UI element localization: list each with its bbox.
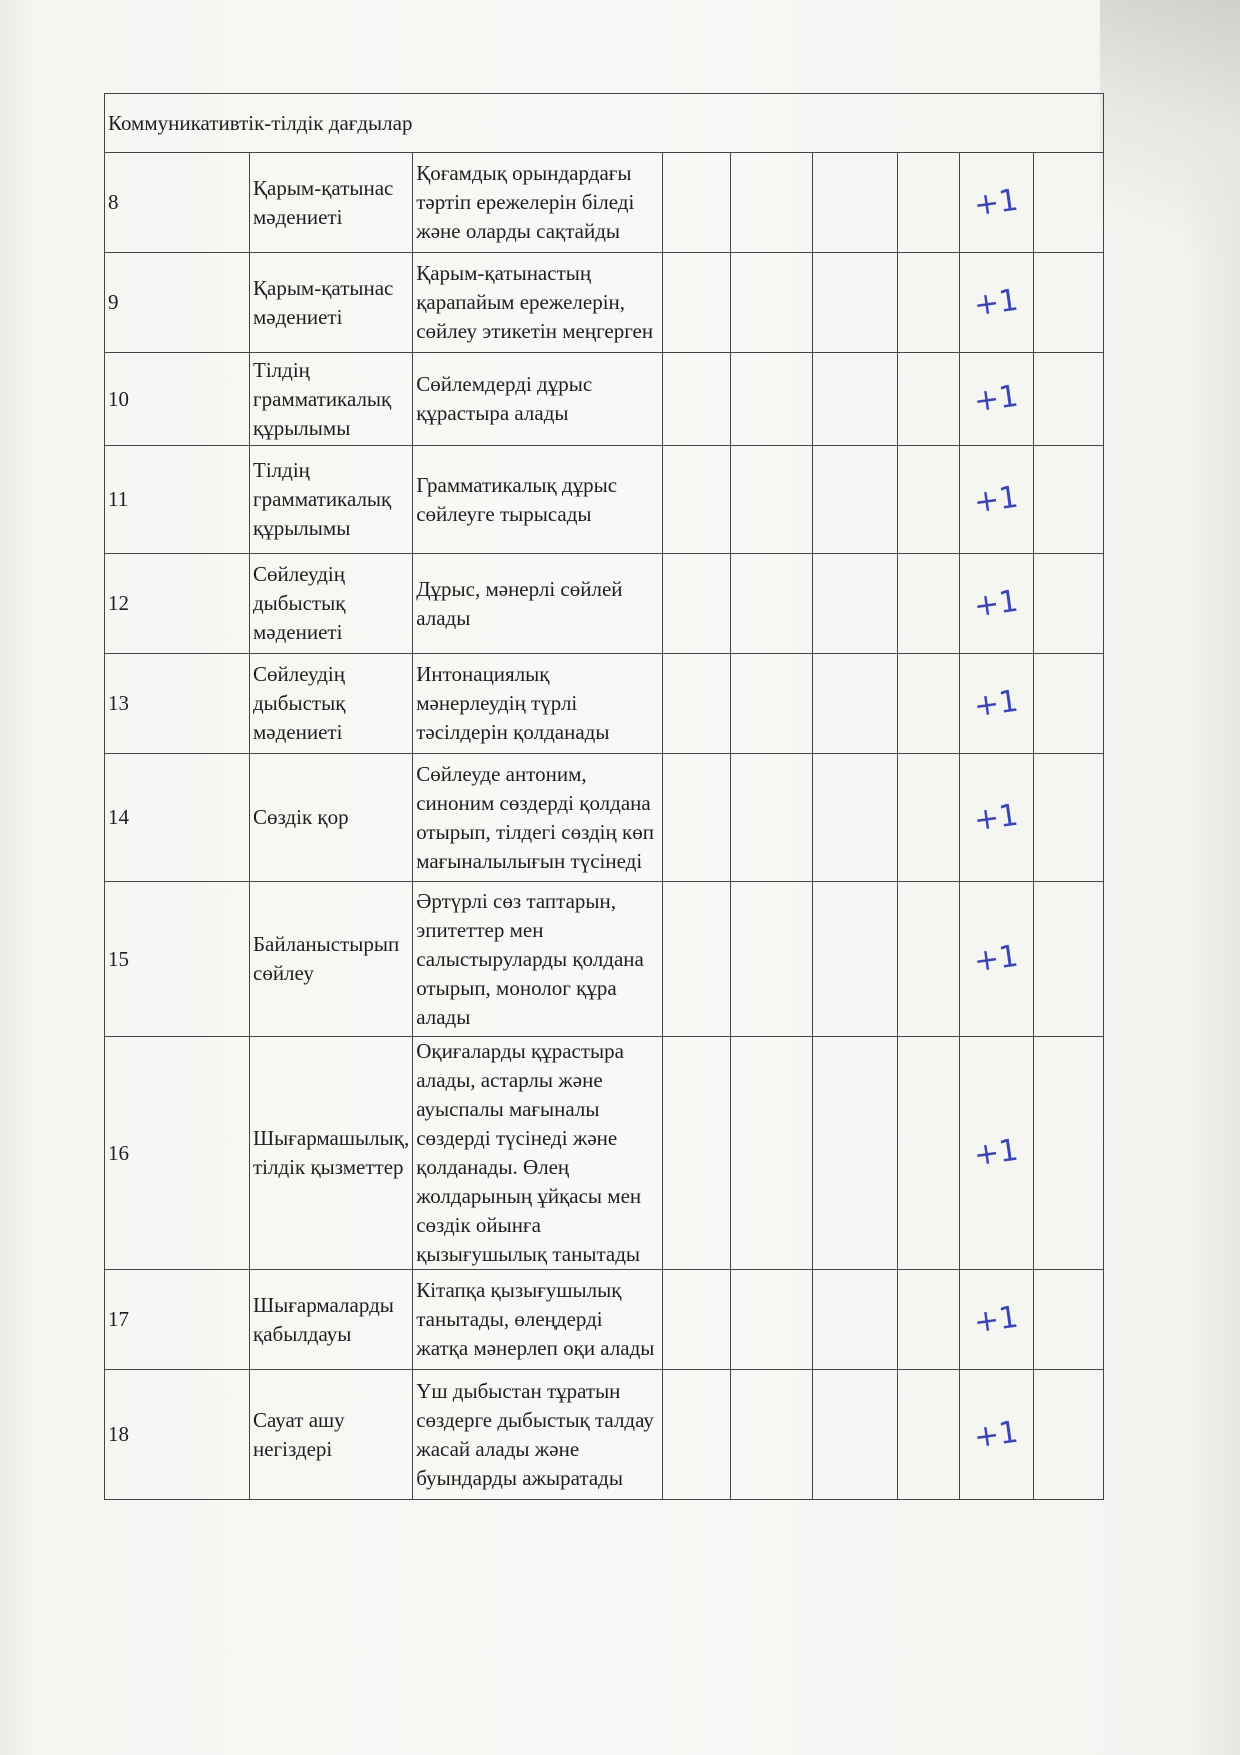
score-cell — [663, 882, 731, 1037]
handwritten-mark: +1 — [971, 1132, 1021, 1174]
score-cell — [1034, 1370, 1104, 1500]
handwritten-mark: +1 — [971, 683, 1021, 724]
score-cell — [1034, 1037, 1104, 1270]
score-cell — [960, 446, 1034, 554]
row-number: 11 — [105, 446, 250, 554]
score-cell — [813, 654, 898, 754]
table-row — [105, 1270, 1104, 1370]
score-cell — [731, 1370, 813, 1500]
score-cell — [1034, 554, 1104, 654]
row-number: 14 — [105, 754, 250, 882]
section-title: Коммуникативтік-тілдік дағдылар — [105, 94, 1104, 153]
score-cell — [960, 654, 1034, 754]
score-cell — [1034, 153, 1104, 253]
score-cell — [731, 446, 813, 554]
table-row — [105, 353, 1104, 446]
skill-area: Сауат ашу негіздері — [250, 1370, 413, 1500]
score-cell — [663, 1270, 731, 1370]
table-row — [105, 654, 1104, 754]
handwritten-mark: +1 — [971, 938, 1021, 980]
score-cell — [731, 353, 813, 446]
skill-area: Қарым-қатынас мәдениеті — [250, 153, 413, 253]
table-row — [105, 446, 1104, 554]
score-cell — [663, 253, 731, 353]
score-cell — [731, 554, 813, 654]
score-cell — [813, 1037, 898, 1270]
score-cell — [731, 1270, 813, 1370]
score-cell — [663, 554, 731, 654]
skill-area: Қарым-қатынас мәдениеті — [250, 253, 413, 353]
section-header-row — [105, 94, 1104, 153]
score-cell — [663, 754, 731, 882]
handwritten-mark: +1 — [971, 1299, 1021, 1340]
score-cell — [1034, 754, 1104, 882]
score-cell — [813, 353, 898, 446]
score-cell — [898, 1270, 960, 1370]
skill-description: Дұрыс, мәнерлі сөйлей алады — [413, 554, 663, 654]
score-cell — [960, 754, 1034, 882]
score-cell — [1034, 654, 1104, 754]
skill-description: Кітапқа қызығушылық танытады, өлеңдерді жатқа мәнерлеп оқи алады — [413, 1270, 663, 1370]
score-cell — [663, 353, 731, 446]
table-row — [105, 882, 1104, 1037]
score-cell — [1034, 1270, 1104, 1370]
row-number: 9 — [105, 253, 250, 353]
table-row — [105, 1037, 1104, 1270]
score-cell — [813, 1270, 898, 1370]
handwritten-mark: +1 — [971, 479, 1021, 520]
skill-description: Сөйлемдерді дұрыс құрастыра алады — [413, 353, 663, 446]
score-cell — [898, 1037, 960, 1270]
skill-description: Әртүрлі сөз таптарын, эпитеттер мен салыстыруларды қолдана отырып, монолог құра алады — [413, 882, 663, 1037]
score-cell — [960, 554, 1034, 654]
table-row — [105, 554, 1104, 654]
skill-description: Сөйлеуде антоним, синоним сөздерді қолдана отырып, тілдегі сөздің көп мағыналылығын түсінеді — [413, 754, 663, 882]
score-cell — [960, 1270, 1034, 1370]
score-cell — [813, 253, 898, 353]
score-cell — [1034, 882, 1104, 1037]
handwritten-mark: +1 — [971, 282, 1021, 323]
skill-area: Шығармаларды қабылдауы — [250, 1270, 413, 1370]
score-cell — [898, 754, 960, 882]
assessment-table — [104, 93, 1104, 1500]
score-cell — [663, 153, 731, 253]
score-cell — [898, 153, 960, 253]
skill-area: Байланыстырып сөйлеу — [250, 882, 413, 1037]
row-number: 12 — [105, 554, 250, 654]
score-cell — [960, 353, 1034, 446]
row-number: 18 — [105, 1370, 250, 1500]
row-number: 10 — [105, 353, 250, 446]
skill-description: Оқиғаларды құрастыра алады, астарлы және ауыспалы мағыналы сөздерді түсінеді және қолданады. Өлең жолдарының ұйқасы мен сөздік ойынға қызығушылық танытады — [413, 1037, 663, 1270]
score-cell — [898, 353, 960, 446]
skill-area: Шығармашылық, тілдік қызметтер — [250, 1037, 413, 1270]
score-cell — [813, 1370, 898, 1500]
score-cell — [898, 1370, 960, 1500]
score-cell — [731, 754, 813, 882]
table-row — [105, 153, 1104, 253]
table-row — [105, 754, 1104, 882]
score-cell — [813, 754, 898, 882]
row-number: 16 — [105, 1037, 250, 1270]
row-number: 15 — [105, 882, 250, 1037]
skill-area: Тілдің грамматикалық құрылымы — [250, 446, 413, 554]
score-cell — [813, 882, 898, 1037]
handwritten-mark: +1 — [971, 797, 1021, 838]
score-cell — [731, 882, 813, 1037]
skill-description: Қоғамдық орындардағы тәртіп ережелерін біледі және оларды сақтайды — [413, 153, 663, 253]
handwritten-mark: +1 — [971, 182, 1021, 223]
score-cell — [960, 253, 1034, 353]
score-cell — [663, 654, 731, 754]
row-number: 13 — [105, 654, 250, 754]
skill-area: Сөздік қор — [250, 754, 413, 882]
skill-description: Қарым-қатынастың қарапайым ережелерін, сөйлеу этикетін меңгерген — [413, 253, 663, 353]
score-cell — [960, 153, 1034, 253]
score-cell — [663, 446, 731, 554]
score-cell — [731, 153, 813, 253]
score-cell — [960, 882, 1034, 1037]
score-cell — [663, 1037, 731, 1270]
score-cell — [898, 446, 960, 554]
skill-description: Интонациялық мәнерлеудің түрлі тәсілдерін қолданады — [413, 654, 663, 754]
score-cell — [731, 1037, 813, 1270]
score-cell — [898, 253, 960, 353]
handwritten-mark: +1 — [971, 583, 1021, 624]
score-cell — [1034, 253, 1104, 353]
score-cell — [960, 1370, 1034, 1500]
handwritten-mark: +1 — [971, 378, 1021, 420]
score-cell — [898, 654, 960, 754]
table-row — [105, 1370, 1104, 1500]
score-cell — [960, 1037, 1034, 1270]
score-cell — [813, 153, 898, 253]
row-number: 17 — [105, 1270, 250, 1370]
skill-area: Сөйлеудің дыбыстық мәдениеті — [250, 554, 413, 654]
skill-description: Грамматикалық дұрыс сөйлеуге тырысады — [413, 446, 663, 554]
row-number: 8 — [105, 153, 250, 253]
score-cell — [1034, 353, 1104, 446]
score-cell — [663, 1370, 731, 1500]
skill-area: Сөйлеудің дыбыстық мәдениеті — [250, 654, 413, 754]
skill-area: Тілдің грамматикалық құрылымы — [250, 353, 413, 446]
page-fold-shadow — [1100, 0, 1240, 300]
score-cell — [731, 654, 813, 754]
score-cell — [813, 446, 898, 554]
handwritten-mark: +1 — [971, 1414, 1021, 1455]
score-cell — [1034, 446, 1104, 554]
skill-description: Үш дыбыстан тұратын сөздерге дыбыстық талдау жасай алады және буындарды ажыратады — [413, 1370, 663, 1500]
score-cell — [898, 554, 960, 654]
table-row — [105, 253, 1104, 353]
score-cell — [813, 554, 898, 654]
score-cell — [731, 253, 813, 353]
score-cell — [898, 882, 960, 1037]
